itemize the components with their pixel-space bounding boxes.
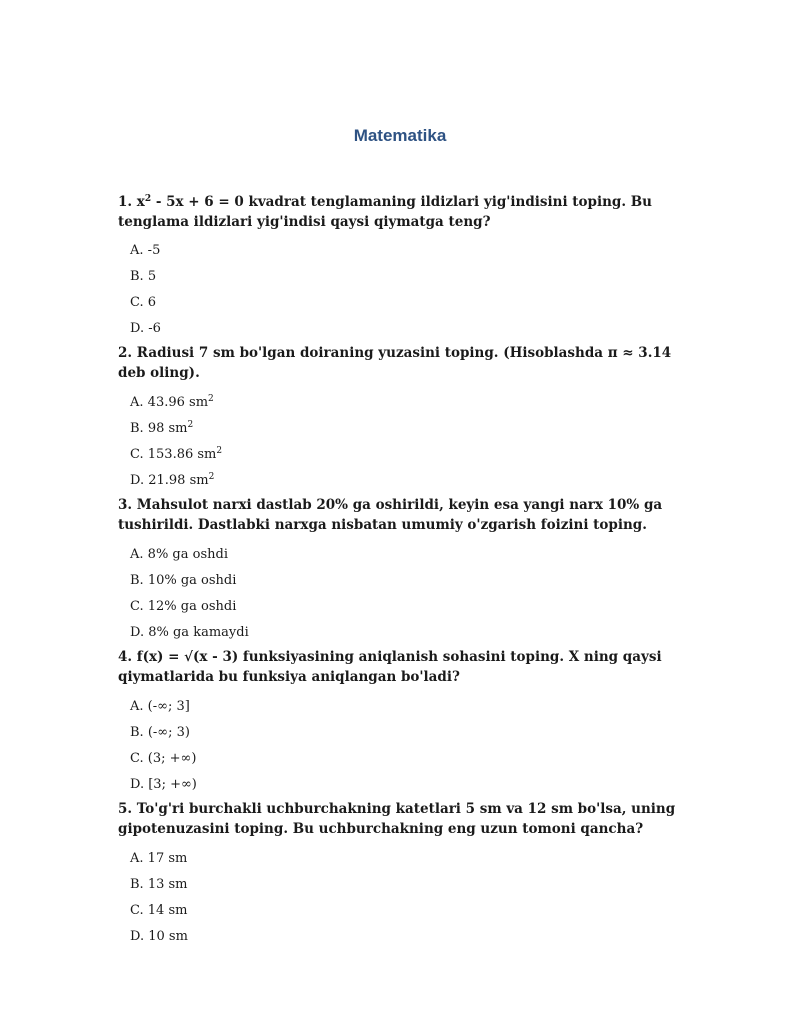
question-text: 5. To'g'ri burchakli uchburchakning katetlari 5 sm va 12 sm bo'lsa, uning gipotenuzasini toping. Bu uchburchakning eng uzun tomoni qancha? (118, 801, 676, 837)
answer-option-c[interactable]: C. 153.86 $sm^2$ (130, 446, 223, 462)
question-text: 1. $x^2 - 5x + 6 = 0$ kvadrat tenglamaning ildizlari yig'indisini toping. Bu tenglama ildizlari yig'indisi qaysi qiymatga teng? (118, 194, 652, 230)
question-4 (118, 648, 698, 798)
question-number: 1. (118, 194, 133, 210)
question-3 (118, 496, 698, 646)
answer-option-d[interactable]: D. [3; +∞) (130, 777, 197, 792)
page-title: Matematika (353, 126, 447, 145)
answer-options (118, 238, 698, 342)
answer-option-b[interactable]: B. 10% ga oshdi (130, 573, 237, 588)
question-number: 3. (118, 497, 133, 513)
answer-option-a[interactable]: A. 43.96 $sm^2$ (130, 394, 214, 410)
answer-option-a[interactable]: A. -5 (130, 243, 161, 258)
answer-option-d[interactable]: D. 10 sm (130, 929, 188, 944)
question-list (118, 193, 698, 950)
question-number: 2. (118, 345, 133, 361)
answer-option-c[interactable]: C. 6 (130, 295, 157, 310)
question-2 (118, 344, 698, 494)
question-text: 2. Radiusi 7 sm bo'lgan doiraning yuzasini toping. (Hisoblashda π ≈ 3.14 deb oling). (118, 345, 672, 381)
question-text: 4. f(x) = √(x - 3) funksiyasining aniqlanish sohasini toping. X ning qaysi qiymatlarida bu funksiya aniqlangan bo'ladi? (118, 649, 662, 685)
answer-option-b[interactable]: B. 5 (130, 269, 157, 284)
answer-option-c[interactable]: C. 14 sm (130, 903, 188, 918)
question-text: 3. Mahsulot narxi dastlab 20% ga oshirildi, keyin esa yangi narx 10% ga tushirildi. Dastlabki narxga nisbatan umumiy o'zgarish foizini toping. (118, 497, 663, 533)
answer-option-c[interactable]: C. (3; +∞) (130, 751, 197, 766)
answer-option-a[interactable]: A. (-∞; 3] (130, 699, 190, 714)
question-number: 5. (118, 801, 133, 817)
answer-option-c[interactable]: C. 12% ga oshdi (130, 599, 237, 614)
answer-option-d[interactable]: D. -6 (130, 321, 161, 336)
answer-option-a[interactable]: A. 8% ga oshdi (130, 547, 228, 562)
answer-option-b[interactable]: B. 98 $sm^2$ (130, 420, 194, 436)
question-number: 4. (118, 649, 133, 665)
question-5 (118, 800, 698, 950)
answer-options (118, 542, 698, 646)
answer-option-b[interactable]: B. (-∞; 3) (130, 725, 190, 740)
answer-options (118, 694, 698, 798)
answer-option-a[interactable]: A. 17 sm (130, 851, 188, 866)
answer-options (118, 390, 698, 494)
answer-option-b[interactable]: B. 13 sm (130, 877, 188, 892)
question-1 (118, 193, 698, 342)
answer-options (118, 846, 698, 950)
answer-option-d[interactable]: D. 8% ga kamaydi (130, 625, 249, 640)
answer-option-d[interactable]: D. 21.98 $sm^2$ (130, 472, 215, 488)
